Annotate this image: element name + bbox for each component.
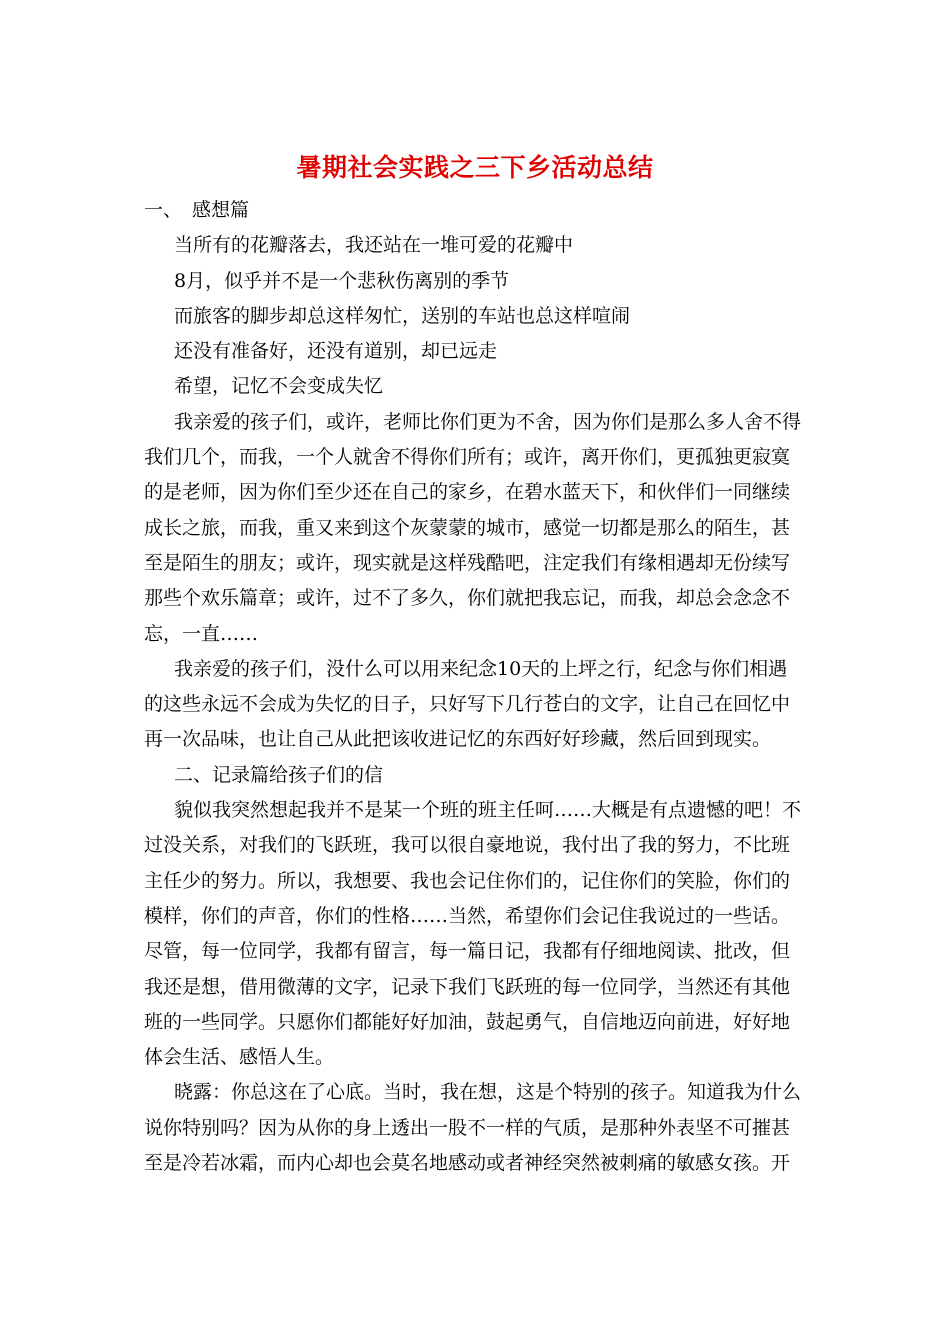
section-number: 一、 (144, 199, 183, 221)
document-body (144, 193, 806, 1181)
paragraph-line: 貌似我突然想起我并不是某一个班的班主任呵……大概是有点遗憾的吧！不 (174, 799, 802, 822)
section-heading-2: 二、记录篇给孩子们的信 (174, 763, 384, 786)
document-title: 暑期社会实践之三下乡活动总结 (296, 153, 654, 182)
paragraph-line: 模样，你们的声音，你们的性格……当然，希望你们会记住我说过的一些话。 (144, 904, 791, 927)
poem-line: 8月，似乎并不是一个悲秋伤离别的季节 (174, 269, 510, 292)
paragraph-line: 尽管，每一位同学，我都有留言，每一篇日记，我都有仔细地阅读、批改，但 (144, 940, 791, 963)
paragraph-line: 的是老师，因为你们至少还在自己的家乡，在碧水蓝天下，和伙伴们一同继续 (144, 481, 791, 504)
paragraph-line: 说你特别吗？因为从你的身上透出一股不一样的气质，是那种外表坚不可摧甚 (144, 1116, 791, 1139)
poem-line: 希望，记忆不会变成失忆 (174, 375, 384, 398)
section-label: 感想篇 (192, 199, 250, 221)
section-heading-1 (144, 193, 806, 228)
paragraph-line: 主任少的努力。所以，我想要、我也会记住你们的，记住你们的笑脸，你们的 (144, 869, 791, 892)
paragraph-line: 成长之旅，而我，重又来到这个灰蒙蒙的城市，感觉一切都是那么的陌生，甚 (144, 516, 791, 539)
poem-line: 还没有准备好，还没有道别，却已远走 (174, 340, 498, 363)
poem-line: 当所有的花瓣落去，我还站在一堆可爱的花瓣中 (174, 234, 574, 257)
paragraph-line: 我亲爱的孩子们，没什么可以用来纪念10天的上坪之行，纪念与你们相遇 (174, 657, 788, 680)
paragraph-line: 我亲爱的孩子们，或许，老师比你们更为不舍，因为你们是那么多人舍不得 (174, 410, 802, 433)
paragraph-line: 过没关系，对我们的飞跃班，我可以很自豪地说，我付出了我的努力，不比班 (144, 834, 791, 857)
paragraph-line: 体会生活、感悟人生。 (144, 1046, 335, 1069)
paragraph-line: 再一次品味，也让自己从此把该收进记忆的东西好好珍藏，然后回到现实。 (144, 728, 772, 751)
paragraph-line: 忘，一直…… (144, 622, 259, 645)
paragraph-line: 晓露：你总这在了心底。当时，我在想，这是个特别的孩子。知道我为什么 (174, 1081, 802, 1104)
paragraph-line: 我们几个，而我，一个人就舍不得你们所有；或许，离开你们，更孤独更寂寞 (144, 446, 791, 469)
paragraph-line: 的这些永远不会成为失忆的日子，只好写下几行苍白的文字，让自己在回忆中 (144, 693, 791, 716)
paragraph-line: 班的一些同学。只愿你们都能好好加油，鼓起勇气，自信地迈向前进，好好地 (144, 1010, 791, 1033)
paragraph-line: 至是陌生的朋友；或许，现实就是这样残酷吧，注定我们有缘相遇却无份续写 (144, 551, 791, 574)
paragraph-line: 至是冷若冰霜，而内心却也会莫名地感动或者神经突然被刺痛的敏感女孩。开 (144, 1152, 791, 1175)
paragraph-line: 那些个欢乐篇章；或许，过不了多久，你们就把我忘记，而我，却总会念念不 (144, 587, 791, 610)
paragraph-line: 我还是想，借用微薄的文字，记录下我们飞跃班的每一位同学，当然还有其他 (144, 975, 791, 998)
poem-line: 而旅客的脚步却总这样匆忙，送别的车站也总这样喧闹 (174, 304, 631, 327)
